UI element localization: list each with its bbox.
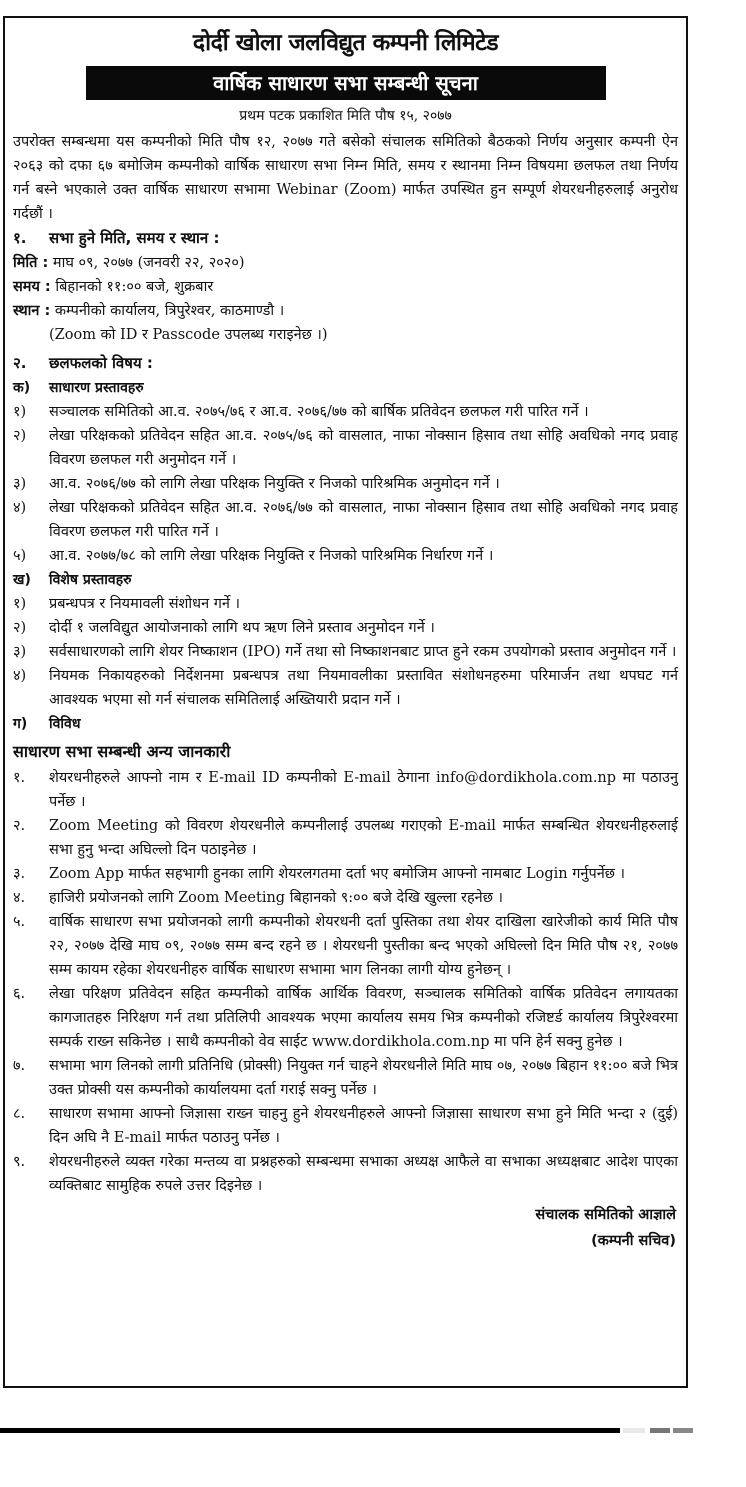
meeting-date — [13, 251, 678, 275]
item-text: आ.व. २०७६/७७ को लागि लेखा परिक्षक नियुक्ति र निजको पारिश्रमिक अनुमोदन गर्ने । — [49, 476, 500, 492]
item-number: २) — [13, 428, 27, 444]
place-value: कम्पनीको कार्यालय, त्रिपुरेश्वर, काठमाण्डौ । — [54, 303, 285, 319]
place-label: स्थान : — [13, 303, 51, 319]
item-text: नियमक निकायहरुको निर्देशनमा प्रबन्धपत्र तथा नियमावलीका प्रस्तावित संशोधनहरुमा परिमार्जन तथा थपघट गर्न आवश्यक भएमा सो गर्न संचालक समितिलाई अख्तियारी प्रदान गर्ने । — [49, 668, 678, 708]
item-text: हाजिरी प्रयोजनको लागि Zoom Meeting बिहानको ९:०० बजे देखि खुल्ला रहनेछ । — [49, 890, 503, 906]
list-item — [13, 592, 678, 616]
list-item — [13, 640, 678, 664]
list-item — [13, 424, 678, 472]
bottom-rule-segment — [650, 1428, 670, 1433]
section-1-heading — [13, 226, 678, 251]
list-item — [13, 766, 678, 814]
item-number: ३. — [13, 866, 26, 882]
list-item — [13, 544, 678, 568]
list-item — [13, 886, 678, 910]
other-info-list — [13, 766, 678, 1198]
special-proposals-list — [13, 592, 678, 712]
section-number: २. — [13, 354, 27, 372]
list-item — [13, 496, 678, 544]
item-number: ४. — [13, 890, 26, 906]
item-text: शेयरधनीहरुले व्यक्त गरेका मन्तव्य वा प्रश्नहरुको सम्बन्धमा सभाका अध्यक्ष आफैले वा सभाका अध्यक्षबाट आदेश पाएका व्यक्तिबाट सामुहिक रुपले उत्तर दिइनेछ । — [49, 1154, 678, 1194]
date-label: मिति : — [13, 255, 49, 271]
section-title: छलफलको विषय : — [49, 354, 153, 372]
item-text: साधारण सभामा आफ्नो जिज्ञासा राख्न चाहनु हुने शेयरधनीहरुले आफ्नो जिज्ञासा साधारण सभा हुने मिति भन्दा २ (दुई) दिन अघि नै E-mail मार्फत पठाउनु पर्नेछ । — [49, 1106, 678, 1146]
signature-line-1: संचालक समितिको आज्ञाले — [535, 1207, 676, 1223]
item-number: २. — [13, 818, 26, 834]
time-label: समय : — [13, 279, 51, 295]
notice-title-banner: वार्षिक साधारण सभा सम्बन्धी सूचना — [86, 66, 606, 100]
item-text: लेखा परिक्षण प्रतिवेदन सहित कम्पनीको वार्षिक आर्थिक विवरण, सञ्चालक समितिको वार्षिक प्रतिवेदन लगायतका कागजातहरु निरिक्षण गर्न तथा प्रतिलिपी आवश्यक भएमा कार्यालय समय भित्र कम्पनीको रजिष्टर्ड कार्यालय त्रिपुरेश्वरमा सम्पर्क राख्न सकिनेछ । साथै कम्पनीको वेव साईट www.dordikhola.com.np मा पनि हेर्न सक्नु हुनेछ । — [49, 986, 678, 1050]
item-text: सर्वसाधारणको लागि शेयर निष्काशन (IPO) गर्ने तथा सो निष्काशनबाट प्राप्त हुने रकम उपयोगको प्रस्ताव अनुमोदन गर्ने । — [49, 644, 677, 660]
item-number: ४) — [13, 668, 27, 684]
time-value: बिहानको ११:०० बजे, शुक्रबार — [55, 279, 214, 295]
bottom-rule-segment — [623, 1428, 645, 1433]
list-item — [13, 982, 678, 1054]
item-number: ३) — [13, 476, 27, 492]
other-info-heading: साधारण सभा सम्बन्धी अन्य जानकारी — [13, 742, 231, 761]
signature-line-2: (कम्पनी सचिव) — [591, 1233, 676, 1249]
list-item — [13, 616, 678, 640]
item-number: ४) — [13, 500, 27, 516]
item-number: ९. — [13, 1154, 26, 1170]
item-number: ५) — [13, 548, 27, 564]
company-name: दोर्दी खोला जलविद्युत कम्पनी लिमिटेड — [192, 30, 499, 56]
item-number: १) — [13, 596, 27, 612]
list-item — [13, 1102, 678, 1150]
sub-label: ख) — [13, 572, 31, 588]
list-item — [13, 664, 678, 712]
meeting-place — [13, 299, 678, 323]
item-number: १. — [13, 770, 26, 786]
item-text: Zoom App मार्फत सहभागी हुनका लागि शेयरलगतमा दर्ता भए बमोजिम आफ्नो नामबाट Login गर्नुपर्नेछ । — [49, 866, 626, 882]
item-number: ३) — [13, 644, 27, 660]
sub-label: क) — [13, 380, 31, 396]
section-title: सभा हुने मिति, समय र स्थान : — [49, 229, 220, 247]
sub-label: ग) — [13, 716, 28, 732]
list-item — [13, 862, 678, 886]
list-item — [13, 1054, 678, 1102]
item-text: Zoom Meeting को विवरण शेयरधनीले कम्पनीलाई उपलब्ध गराएको E-mail मार्फत सम्बन्धित शेयरधनीहरुलाई सभा हुनु भन्दा अघिल्लो दिन पठाइनेछ । — [49, 818, 678, 858]
notice-content — [13, 18, 678, 1254]
item-text: शेयरधनीहरुले आफ्नो नाम र E-mail ID कम्पनीको E-mail ठेगाना info@dordikhola.com.np मा पठाउनु पर्नेछ । — [49, 770, 678, 810]
list-item — [13, 910, 678, 982]
item-text: लेखा परिक्षकको प्रतिवेदन सहित आ.व. २०७५/७६ को वासलात, नाफा नोक्सान हिसाव तथा सोहि अवधिको नगद प्रवाह विवरण छलफल गरी अनुमोदन गर्ने । — [49, 428, 678, 468]
item-number: ५. — [13, 914, 26, 930]
section-2-heading — [13, 351, 678, 376]
misc-heading — [13, 712, 678, 736]
list-item — [13, 472, 678, 496]
item-text: सञ्चालक समितिको आ.व. २०७५/७६ र आ.व. २०७६/७७ को बार्षिक प्रतिवेदन छलफल गरी पारित गर्ने । — [49, 404, 589, 420]
general-proposals-list — [13, 400, 678, 568]
item-text: दोर्दी १ जलविद्युत आयोजनाको लागि थप ऋण लिने प्रस्ताव अनुमोदन गर्ने । — [49, 620, 435, 636]
list-item — [13, 1150, 678, 1198]
bottom-rule — [0, 1428, 620, 1433]
item-number: १) — [13, 404, 27, 420]
item-number: ६. — [13, 986, 26, 1002]
general-proposals-heading — [13, 376, 678, 400]
sub-title: विशेष प्रस्तावहरु — [49, 572, 132, 588]
zoom-note: (Zoom को ID र Passcode उपलब्ध गराइनेछ ।) — [49, 327, 328, 343]
item-number: ८. — [13, 1106, 26, 1122]
item-text: लेखा परिक्षकको प्रतिवेदन सहित आ.व. २०७६/७७ को वासलात, नाफा नोक्सान हिसाव तथा सोहि अवधिको नगद प्रवाह विवरण छलफल गरी पारित गर्ने । — [49, 500, 678, 540]
notice-box — [3, 16, 688, 1388]
item-number: २) — [13, 620, 27, 636]
item-text: सभामा भाग लिनको लागी प्रतिनिधि (प्रोक्सी) नियुक्त गर्न चाहने शेयरधनीले मिति माघ ०७, २०७७ बिहान ११:०० बजे भित्र उक्त प्रोक्सी यस कम्पनीको कार्यालयमा दर्ता गराई सक्नु पर्नेछ । — [49, 1058, 678, 1098]
intro-paragraph: उपरोक्त सम्बन्धमा यस कम्पनीको मिति पौष १२, २०७७ गते बसेको संचालक समितिको बैठकको निर्णय अनुसार कम्पनी ऐन २०६३ को दफा ६७ बमोजिम कम्पनीको वार्षिक साधारण सभा निम्न मिति, समय र स्थानमा निम्न विषयमा छलफल तथा निर्णय गर्न बस्ने भएकाले उक्त वार्षिक साधारण सभामा Webinar (Zoom) मार्फत उपस्थित हुन सम्पूर्ण शेयरधनीहरुलाई अनुरोध गर्दछौं । — [13, 134, 678, 222]
item-number: ७. — [13, 1058, 26, 1074]
item-text: आ.व. २०७७/७८ को लागि लेखा परिक्षक नियुक्ति र निजको पारिश्रमिक निर्धारण गर्ने । — [49, 548, 494, 564]
bottom-rule-segment — [673, 1428, 693, 1433]
publication-date: प्रथम पटक प्रकाशित मिति पौष १५, २०७७ — [239, 108, 452, 124]
date-value: माघ ०९, २०७७ (जनवरी २२, २०२०) — [52, 255, 245, 271]
list-item — [13, 814, 678, 862]
section-number: १. — [13, 229, 27, 247]
meeting-time — [13, 275, 678, 299]
item-text: वार्षिक साधारण सभा प्रयोजनको लागी कम्पनीको शेयरधनी दर्ता पुस्तिका तथा शेयर दाखिला खारेजीको कार्य मिति पौष २२, २०७७ देखि माघ ०९, २०७७ सम्म बन्द रहने छ । शेयरधनी पुस्तीका बन्द भएको अघिल्लो दिन मिति पौष २१, २०७७ सम्म कायम रहेका शेयरधनीहरु वार्षिक साधारण सभामा भाग लिनका लागी योग्य हुनेछन् । — [49, 914, 678, 978]
item-text: प्रबन्धपत्र र नियमावली संशोधन गर्ने । — [49, 596, 241, 612]
sub-title: साधारण प्रस्तावहरु — [49, 380, 144, 396]
special-proposals-heading — [13, 568, 678, 592]
list-item — [13, 400, 678, 424]
sub-title: विविध — [49, 716, 81, 732]
